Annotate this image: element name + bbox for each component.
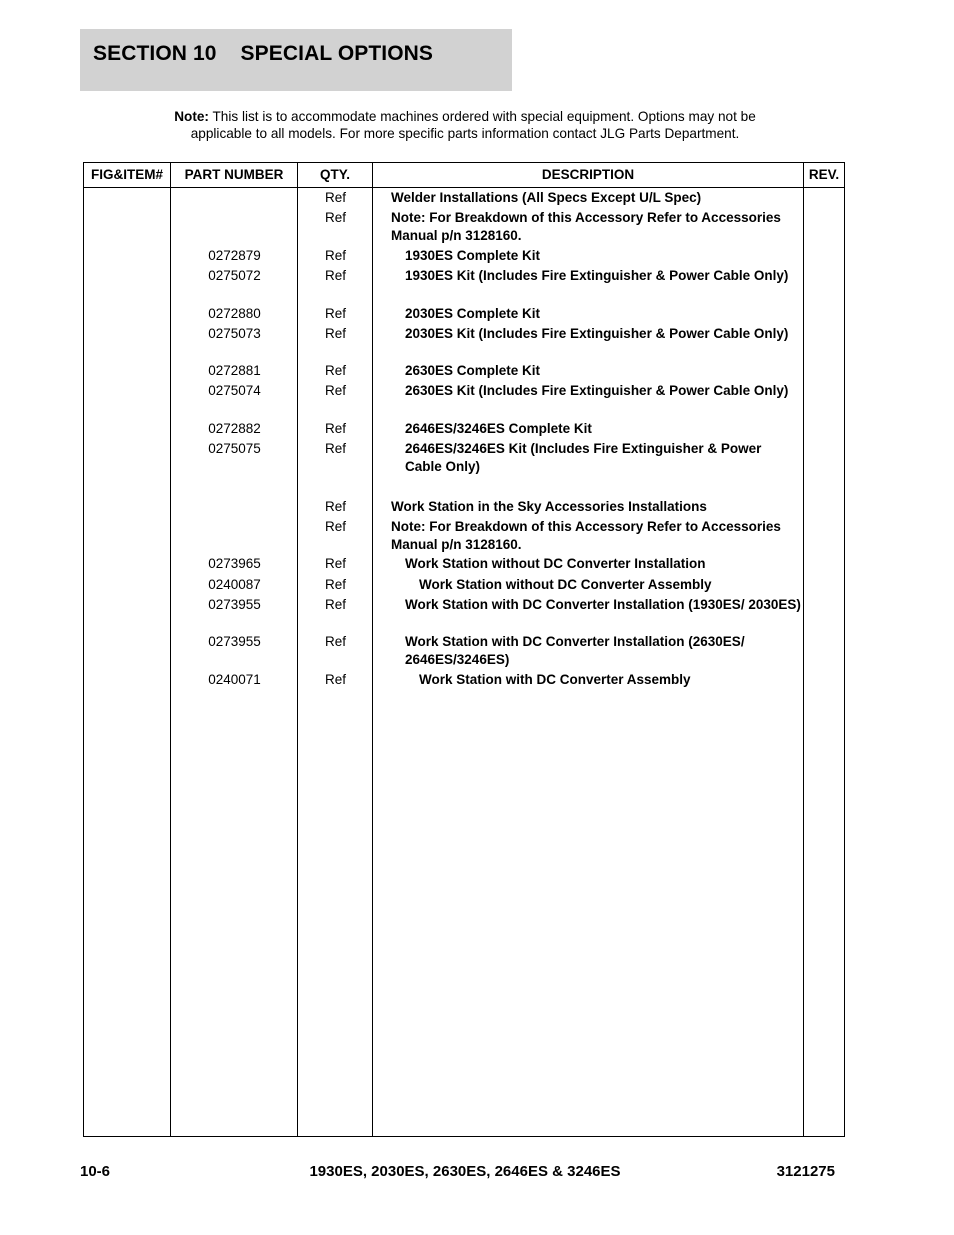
parts-table bbox=[83, 162, 845, 1137]
part-number: 0273965 bbox=[208, 556, 261, 571]
description: Work Station without DC Converter Assembly bbox=[419, 577, 712, 592]
description: 1930ES Kit (Includes Fire Extinguisher & Power Cable Only) bbox=[405, 268, 789, 283]
section-name: SPECIAL OPTIONS bbox=[240, 42, 434, 65]
column-header-rev: REV. bbox=[808, 167, 840, 182]
description: Work Station with DC Converter Installation (1930ES/ 2030ES) bbox=[405, 597, 801, 612]
footer-doc-number: 3121275 bbox=[776, 1163, 835, 1180]
description: Work Station without DC Converter Installation bbox=[405, 556, 706, 571]
description: Work Station with DC Converter Assembly bbox=[419, 672, 691, 687]
description: 2630ES Kit (Includes Fire Extinguisher & Power Cable Only) bbox=[405, 383, 789, 398]
description: Note: For Breakdown of this Accessory Refer to Accessories Manual p/n 3128160. bbox=[391, 210, 781, 243]
part-number: 0273955 bbox=[208, 634, 261, 649]
qty: Ref bbox=[324, 441, 346, 456]
qty: Ref bbox=[324, 597, 346, 612]
part-number: 0272879 bbox=[208, 248, 261, 263]
footer-page-number: 10-6 bbox=[80, 1163, 111, 1180]
part-number: 0275073 bbox=[208, 326, 261, 341]
section-header bbox=[80, 29, 512, 91]
footer-models: 1930ES, 2030ES, 2630ES, 2646ES & 3246ES bbox=[309, 1163, 621, 1180]
qty: Ref bbox=[324, 306, 346, 321]
part-number: 0240087 bbox=[208, 577, 261, 592]
qty: Ref bbox=[324, 519, 346, 534]
section-number: SECTION 10 bbox=[93, 42, 217, 65]
note-paragraph bbox=[160, 108, 770, 142]
header-divider bbox=[84, 187, 844, 188]
description: 2030ES Complete Kit bbox=[405, 306, 541, 321]
qty: Ref bbox=[324, 634, 346, 649]
description: Note: For Breakdown of this Accessory Refer to Accessories Manual p/n 3128160. bbox=[391, 519, 781, 552]
part-number: 0272882 bbox=[208, 421, 261, 436]
description: Work Station in the Sky Accessories Installations bbox=[391, 499, 707, 514]
part-number: 0240071 bbox=[208, 672, 261, 687]
part-number: 0272880 bbox=[208, 306, 261, 321]
description: 2630ES Complete Kit bbox=[405, 363, 541, 378]
description: 1930ES Complete Kit bbox=[405, 248, 541, 263]
qty: Ref bbox=[324, 190, 346, 205]
qty: Ref bbox=[324, 421, 346, 436]
section-title bbox=[93, 42, 512, 66]
description: 2030ES Kit (Includes Fire Extinguisher & Power Cable Only) bbox=[405, 326, 789, 341]
qty: Ref bbox=[324, 210, 346, 225]
description: Welder Installations (All Specs Except U/L Spec) bbox=[391, 190, 702, 205]
qty: Ref bbox=[324, 577, 346, 592]
part-number: 0275075 bbox=[208, 441, 261, 456]
qty: Ref bbox=[324, 556, 346, 571]
qty: Ref bbox=[324, 499, 346, 514]
column-divider bbox=[803, 163, 804, 1136]
part-number: 0275074 bbox=[208, 383, 261, 398]
qty: Ref bbox=[324, 672, 346, 687]
qty: Ref bbox=[324, 363, 346, 378]
note-label: Note: bbox=[174, 109, 209, 124]
qty: Ref bbox=[324, 383, 346, 398]
qty: Ref bbox=[324, 268, 346, 283]
description: 2646ES/3246ES Complete Kit bbox=[405, 421, 592, 436]
column-header-qty: QTY. bbox=[319, 167, 350, 182]
part-number: 0275072 bbox=[208, 268, 261, 283]
qty: Ref bbox=[324, 326, 346, 341]
column-header-fig-item: FIG&ITEM# bbox=[90, 167, 163, 182]
description: 2646ES/3246ES Kit (Includes Fire Extinguisher & Power Cable Only) bbox=[405, 441, 762, 474]
note-text: This list is to accommodate machines ordered with special equipment. Options may not be applicable to all models. For more specific parts information contact JLG Parts Department. bbox=[190, 109, 756, 141]
column-header-part-number: PART NUMBER bbox=[184, 167, 284, 182]
part-number: 0272881 bbox=[208, 363, 261, 378]
part-number: 0273955 bbox=[208, 597, 261, 612]
description: Work Station with DC Converter Installation (2630ES/ 2646ES/3246ES) bbox=[405, 634, 745, 667]
column-header-description: DESCRIPTION bbox=[541, 167, 635, 182]
qty: Ref bbox=[324, 248, 346, 263]
